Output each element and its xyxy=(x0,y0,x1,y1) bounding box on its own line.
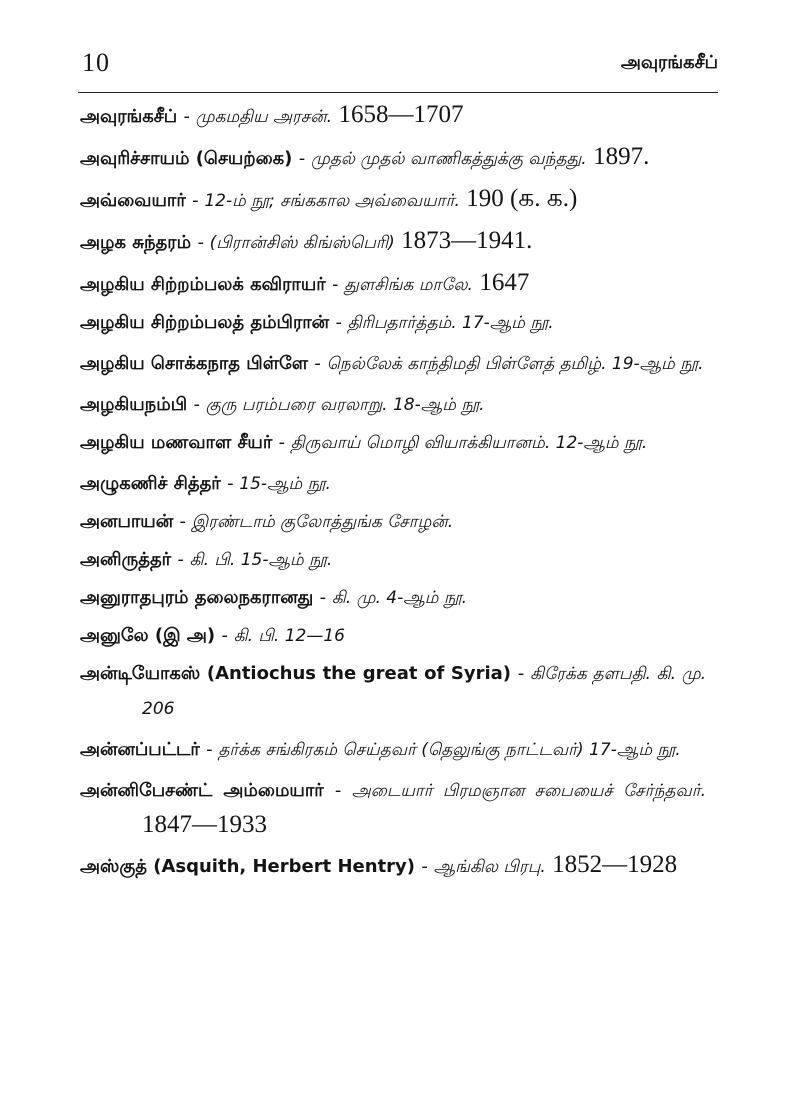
entry-term: அழுகணிச் சித்தர் xyxy=(80,473,221,494)
entry-description: 12-ம் நூ; சங்ககால அவ்வையார். xyxy=(204,191,460,211)
entry-term: அழகிய சிற்றம்பலக் கவிராயர் xyxy=(80,274,326,295)
list-item: அழகியநம்பி - குரு பரம்பரை வரலாறு. 18-ஆம் நூ. xyxy=(80,394,485,415)
list-item: அனபாயன் - இரண்டாம் குலோத்துங்க சோழன். xyxy=(80,511,454,532)
entry-description: கி. பி. 15-ஆம் நூ. xyxy=(189,550,333,570)
entry-description: துளசிங்க மாலே. xyxy=(344,275,473,295)
entry-term: அவுரங்கசீப் xyxy=(80,106,178,127)
entry-term: அனுலே (இ அ) xyxy=(80,625,216,646)
entry-term: அன்டியோகஸ் (Antiochus the great of Syria) xyxy=(80,663,512,684)
list-item: அனுராதபுரம் தலைநகரானது - கி. மு. 4-ஆம் நூ. xyxy=(80,587,468,608)
list-item: அன்டியோகஸ் (Antiochus the great of Syria) - கிரேக்க தளபதி. கி. மு. 206 xyxy=(80,663,707,719)
list-item: அழகிய சொக்கநாத பிள்ளே - நெல்லேக் காந்திமதி பிள்ளேத் தமிழ். 19-ஆம் நூ. xyxy=(80,353,704,374)
list-item: அழகிய சிற்றம்பலத் தம்பிரான் - திரிபதார்த்தம். 17-ஆம் நூ. xyxy=(80,312,554,333)
entry-description: திருவாய் மொழி வியாக்கியானம். 12-ஆம் நூ. xyxy=(290,433,648,453)
entry-dates: 190 (க. க.) xyxy=(466,185,578,212)
entry-term: அனிருத்தர் xyxy=(80,549,172,570)
entry-term: அவ்வையார் xyxy=(80,190,186,211)
entry-description: (பிரான்சிஸ் கிங்ஸ்பெரி) xyxy=(209,233,395,253)
entry-term: அஸ்குத் (Asquith, Herbert Hentry) xyxy=(80,856,416,877)
list-item: அஸ்குத் (Asquith, Herbert Hentry) - ஆங்கில பிரபு. 1852—1928 xyxy=(80,851,678,878)
list-item: அழுகணிச் சித்தர் - 15-ஆம் நூ. xyxy=(80,473,331,494)
entry-term: அனுராதபுரம் தலைநகரானது xyxy=(80,587,314,608)
entry-term: அழகிய சிற்றம்பலத் தம்பிரான் xyxy=(80,312,330,333)
entry-dates: 1897. xyxy=(593,143,650,170)
entry-term: அழகிய மணவாள சீயர் xyxy=(80,432,273,453)
entry-description: கி. பி. 12—16 xyxy=(233,626,346,646)
entry-description: தர்க்க சங்கிரகம் செய்தவர் (தெலுங்கு நாட்டவர்) 17-ஆம் நூ. xyxy=(218,740,681,760)
list-item: அனுலே (இ அ) - கி. பி. 12—16 xyxy=(80,625,346,646)
list-item: அழகிய மணவாள சீயர் - திருவாய் மொழி வியாக்கியானம். 12-ஆம் நூ. xyxy=(80,432,648,453)
entry-term: அவுரிச்சாயம் (செயற்கை) xyxy=(80,148,293,169)
list-item: அவுரங்கசீப் - முகமதிய அரசன். 1658—1707 xyxy=(80,101,464,128)
entry-description: முதல் முதல் வாணிகத்துக்கு வந்தது. xyxy=(310,149,587,169)
entry-description: ஆங்கில பிரபு. xyxy=(433,857,546,877)
entry-description: முகமதிய அரசன். xyxy=(195,107,333,127)
entry-term: அன்னப்பட்டர் xyxy=(80,739,200,760)
page-number: 10 xyxy=(82,48,110,77)
entry-dates: 1658—1707 xyxy=(338,101,464,128)
header-rule xyxy=(78,92,718,93)
running-head xyxy=(78,46,718,86)
entry-term: அழக சுந்தரம் xyxy=(80,232,192,253)
entry-description: கி. மு. 4-ஆம் நூ. xyxy=(331,588,468,608)
entry-dates: 1852—1928 xyxy=(552,851,678,878)
list-item: அவ்வையார் - 12-ம் நூ; சங்ககால அவ்வையார். 190 (க. க.) xyxy=(80,185,578,212)
entry-description: குரு பரம்பரை வரலாறு. 18-ஆம் நூ. xyxy=(205,395,485,415)
entry-dates: 1873—1941. xyxy=(401,227,533,254)
list-item: அன்னிபேசண்ட் அம்மையார் - அடையார் பிரமஞான சபையைச் சேர்ந்தவர். 1847—1933 xyxy=(80,780,706,838)
list-item: அவுரிச்சாயம் (செயற்கை) - முதல் முதல் வாணிகத்துக்கு வந்தது. 1897. xyxy=(80,143,650,170)
entry-term: அன்னிபேசண்ட் அம்மையார் xyxy=(80,780,324,801)
list-item: அழகிய சிற்றம்பலக் கவிராயர் - துளசிங்க மாலே. 1647 xyxy=(80,269,530,296)
list-item: அனிருத்தர் - கி. பி. 15-ஆம் நூ. xyxy=(80,549,333,570)
entry-term: அழகிய சொக்கநாத பிள்ளே xyxy=(80,353,308,374)
entry-description: இரண்டாம் குலோத்துங்க சோழன். xyxy=(191,512,454,532)
entry-dates: 1647 xyxy=(479,269,530,296)
entry-description: 15-ஆம் நூ. xyxy=(239,474,331,494)
entry-description: அடையார் பிரமஞான சபையைச் சேர்ந்தவர். xyxy=(351,781,706,801)
entry-dates: 1847—1933 xyxy=(142,811,267,838)
entry-term: அழகியநம்பி xyxy=(80,394,188,415)
entry-term: அனபாயன் xyxy=(80,511,174,532)
list-item: அன்னப்பட்டர் - தர்க்க சங்கிரகம் செய்தவர் (தெலுங்கு நாட்டவர்) 17-ஆம் நூ. xyxy=(80,739,681,760)
entry-description: நெல்லேக் காந்திமதி பிள்ளேத் தமிழ். 19-ஆம் நூ. xyxy=(326,354,704,374)
entry-description: கிரேக்க தளபதி. கி. மு. 206 xyxy=(142,664,707,719)
running-title: அவுரங்கசீப் xyxy=(620,52,718,73)
list-item: அழக சுந்தரம் - (பிரான்சிஸ் கிங்ஸ்பெரி) 1873—1941. xyxy=(80,227,533,254)
entry-description: திரிபதார்த்தம். 17-ஆம் நூ. xyxy=(347,313,554,333)
entry-list xyxy=(80,98,706,890)
